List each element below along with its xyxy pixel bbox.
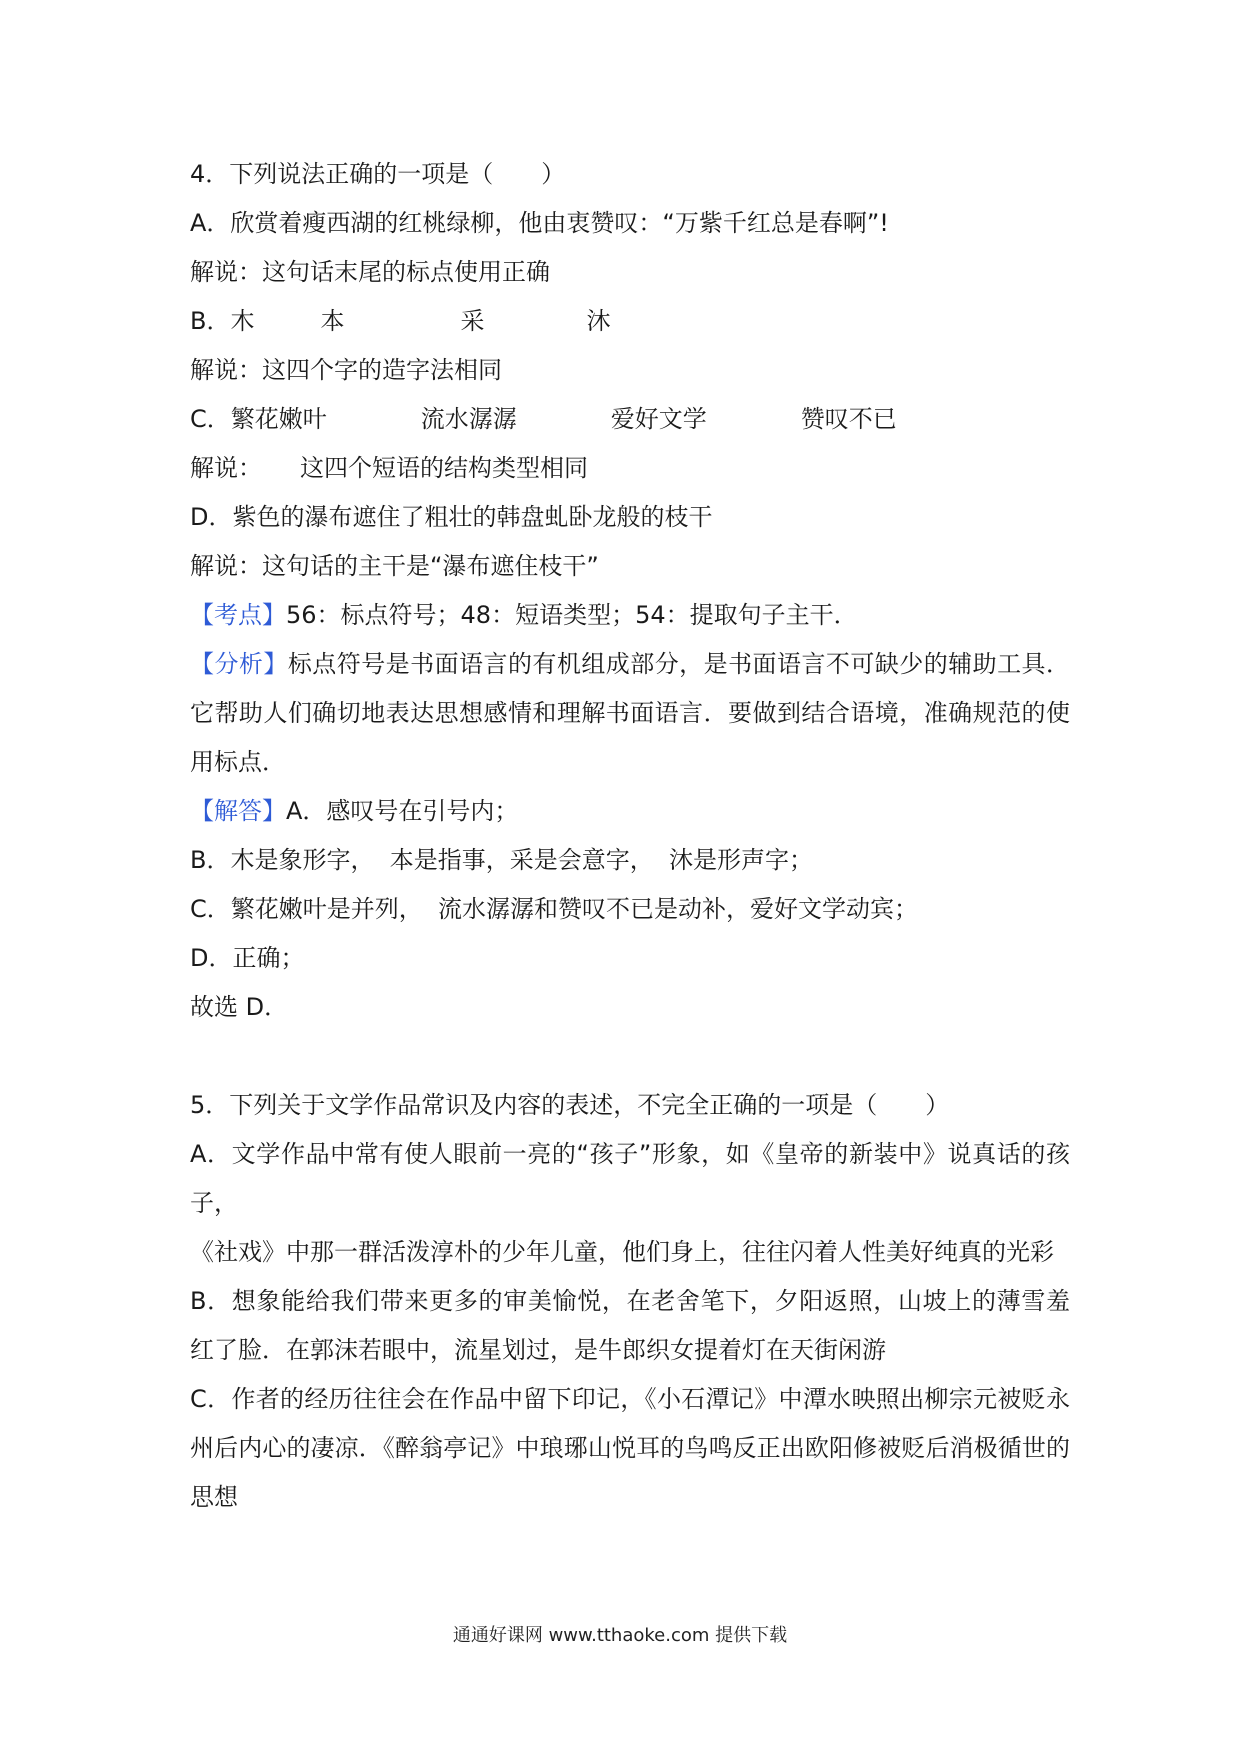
q4-option-b-item: 木 (230, 307, 255, 335)
q4-option-b-note: 解说：这四个字的造字法相同 (190, 356, 502, 384)
q4-answer-c: C．繁花嫩叶是并列， 流水潺潺和赞叹不已是动补，爱好文学动宾； (190, 895, 919, 923)
page-footer: 通通好课网 www.tthaoke.com 提供下载 (452, 1625, 788, 1646)
q4-option-d-note: 解说：这句话的主干是“瀑布遮住枝干” (190, 552, 599, 580)
q4-option-d: D．紫色的瀑布遮住了粗壮的韩盘虬卧龙般的枝干 (190, 503, 713, 531)
kaodian-tag: 【考点】 (190, 601, 286, 629)
q4-option-c (190, 395, 1070, 444)
q4-option-c-item: 流水潺潺 (420, 405, 517, 433)
fenxi-tag: 【分析】 (190, 650, 288, 678)
q4-choice: 故选 D． (190, 993, 289, 1021)
q4-option-c-item: 赞叹不已 (800, 405, 897, 433)
q5-option-b: B．想象能给我们带来更多的审美愉悦，在老舍笔下，夕阳返照，山坡上的薄雪羞红了脸．在郭沫若眼中，流星划过，是牛郎织女提着灯在天街闲游 (190, 1287, 1070, 1364)
q4-option-b-item: 采 (460, 307, 485, 335)
q4-jieda (190, 787, 1070, 836)
q4-option-a: A．欣赏着瘦西湖的红桃绿柳，他由衷赞叹：“万紫千红总是春啊”! (190, 209, 889, 237)
q4-answer-d: D．正确； (190, 944, 305, 972)
q4-option-b-item: 本 (320, 307, 345, 335)
q4-option-b (190, 297, 1070, 346)
q4-kaodian (190, 591, 1070, 640)
q5-option-a-part1: A．文学作品中常有使人眼前一亮的“孩子”形象，如《皇帝的新装中》说真话的孩子， (190, 1140, 1070, 1217)
q4-answer-b: B．木是象形字， 本是指事，采是会意字， 沐是形声字； (190, 846, 813, 874)
q4-option-c-note-label: 解说： (190, 454, 262, 482)
q4-option-c-item: 爱好文学 (610, 405, 707, 433)
fenxi-text: 标点符号是书面语言的有机组成部分，是书面语言不可缺少的辅助工具．它帮助人们确切地表达思想感情和理解书面语言．要做到结合语境，准确规范的使用标点． (190, 650, 1071, 776)
q4-option-c-prefix: C． (190, 405, 231, 433)
document-body (190, 150, 1070, 1522)
jieda-text: A．感叹号在引号内； (286, 797, 519, 825)
q4-option-b-prefix: B． (190, 307, 231, 335)
q4-option-b-item: 沐 (586, 307, 611, 335)
q4-option-a-note: 解说：这句话末尾的标点使用正确 (190, 258, 550, 286)
q4-option-c-item: 繁花嫩叶 (230, 405, 327, 433)
kaodian-text: 56：标点符号；48：短语类型；54：提取句子主干． (286, 601, 858, 629)
jieda-tag: 【解答】 (190, 797, 286, 825)
q5-option-a-part2: 《社戏》中那一群活泼淳朴的少年儿童，他们身上，往往闪着人性美好纯真的光彩 (190, 1238, 1054, 1266)
q4-fenxi (190, 640, 1070, 787)
q4-option-c-note-text: 这四个短语的结构类型相同 (300, 454, 588, 482)
q4-option-c-note (190, 444, 1070, 493)
q5-option-c: C．作者的经历往往会在作品中留下印记，《小石潭记》中潭水映照出柳宗元被贬永州后内心的凄凉．《醉翁亭记》中琅琊山悦耳的鸟鸣反正出欧阳修被贬后消极循世的思想 (190, 1385, 1070, 1511)
q4-stem: 4．下列说法正确的一项是（ ） (190, 160, 566, 188)
q5-stem: 5．下列关于文学作品常识及内容的表述，不完全正确的一项是（ ） (190, 1091, 950, 1119)
